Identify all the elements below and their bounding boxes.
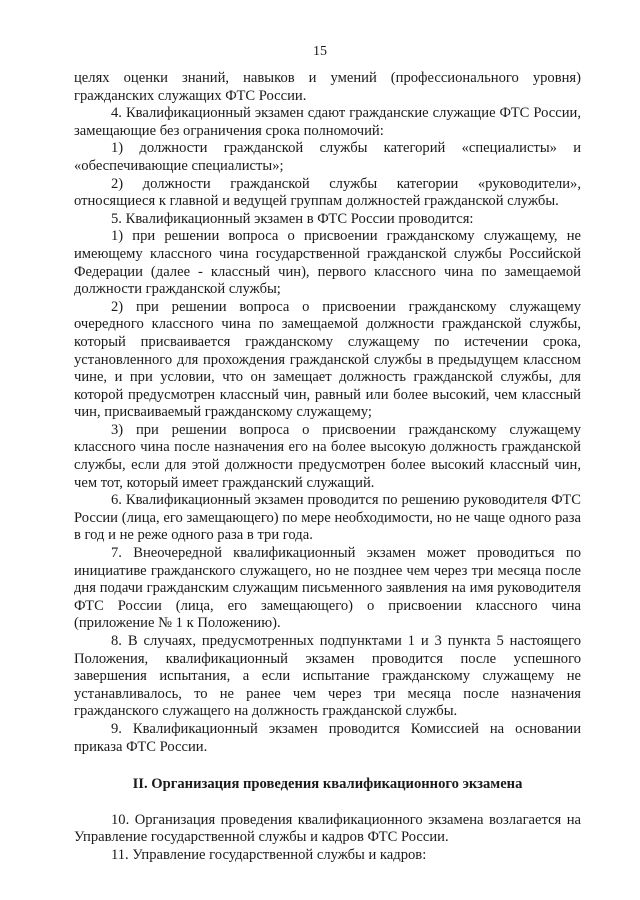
paragraph-item-11: 11. Управление государственной службы и кадров: bbox=[111, 846, 427, 863]
document-body bbox=[74, 70, 581, 865]
paragraph-item-5: 5. Квалификационный экзамен в ФТС России проводится: bbox=[111, 210, 474, 227]
paragraph-item-7: 7. Внеочередной квалификационный экзамен может проводиться по инициативе гражданского служащего, но не позднее чем через три месяца после дня подачи гражданским служащим письменного заявления на имя руководителя ФТС России (лица, его замещающего) о присвоении классного чина (приложение № 1 к Положению). bbox=[74, 545, 581, 632]
paragraph-item-4-2: 2) должности гражданской службы категории «руководители», относящиеся к главной и ведущей группам должностей гражданской службы. bbox=[74, 175, 581, 210]
paragraph-item-4-1: 1) должности гражданской службы категорий «специалисты» и «обеспечивающие специалисты»; bbox=[74, 140, 581, 174]
section-heading: II. Организация проведения квалификационного экзамена bbox=[132, 776, 523, 793]
page-number: 15 bbox=[313, 44, 327, 59]
paragraph-item-8: 8. В случаях, предусмотренных подпунктами 1 и 3 пункта 5 настоящего Положения, квалификационный экзамен проводится после успешного завершения испытания, а если испытание гражданскому служащему не устанавливалось, то не ранее чем через три месяца после назначения гражданского служащего на должность гражданской службы. bbox=[74, 633, 581, 720]
paragraph-item-6: 6. Квалификационный экзамен проводится по решению руководителя ФТС России (лица, его замещающего) по мере необходимости, но не чаще одного раза в год и не реже одного раза в три года. bbox=[74, 492, 581, 544]
paragraph-item-9: 9. Квалификационный экзамен проводится Комиссией на основании приказа ФТС России. bbox=[74, 720, 581, 755]
paragraph-item-10: 10. Организация проведения квалификационного экзамена возлагается на Управление государственной службы и кадров ФТС России. bbox=[74, 811, 581, 846]
paragraph-continuation: целях оценки знаний, навыков и умений (профессионального уровня) гражданских служащих ФТС России. bbox=[74, 70, 581, 104]
paragraph-item-5-3: 3) при решении вопроса о присвоении гражданскому служащему классного чина после назначения его на более высокую должность гражданской службы, если для этой должности предусмотрен более высокий классный чин, чем тот, который имеет гражданский служащий. bbox=[74, 421, 581, 491]
paragraph-item-5-2: 2) при решении вопроса о присвоении гражданскому служащему очередного классного чина по замещаемой должности гражданской службы, который присваивается гражданскому служащему по истечении срока, установленного для прохождения гражданской службы в предыдущем классном чине, и при условии, что он замещает должность гражданской службы, для которой предусмотрен классный чин, равный или более высокий, чем классный чин, присваиваемый гражданскому служащему; bbox=[74, 298, 581, 421]
paragraph-item-5-1: 1) при решении вопроса о присвоении гражданскому служащему, не имеющему классного чина государственной гражданской службы Российской Федерации (далее - классный чин), первого классного чина по замещаемой должности гражданской службы; bbox=[74, 228, 581, 298]
paragraph-item-4: 4. Квалификационный экзамен сдают гражданские служащие ФТС России, замещающие без ограничения срока полномочий: bbox=[74, 105, 581, 139]
